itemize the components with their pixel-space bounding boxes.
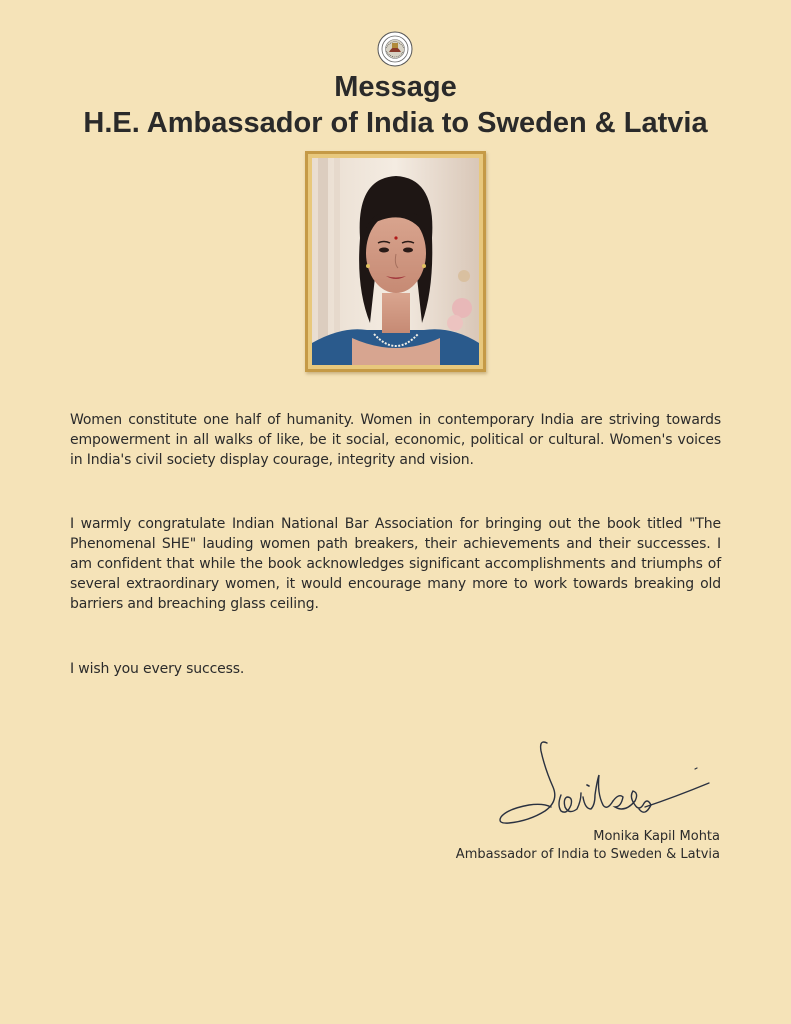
- page-title: Message: [334, 71, 457, 103]
- portrait-frame: [305, 151, 486, 372]
- page-subtitle: H.E. Ambassador of India to Sweden & Latvia: [83, 107, 708, 139]
- message-paragraph-1: Women constitute one half of humanity. Women in contemporary India are striving towards empowerment in all walks of like, be it social, economic, political or cultural. Women's voices in India's civil society display courage, integrity and vision.: [70, 412, 721, 468]
- message-paragraph-3: I wish you every success.: [70, 661, 245, 677]
- signer-name: Monika Kapil Mohta: [593, 829, 720, 844]
- signature-image: [495, 735, 715, 827]
- message-paragraph-2: I warmly congratulate Indian National Bar Association for bringing out the book titled "The Phenomenal SHE" lauding women path breakers, their achievements and their successes. I am confident that while the book acknowledges significant accomplishments and triumphs of several extraordinary women, it would encourage many more to work towards breaking old barriers and breaching glass ceiling.: [70, 516, 721, 612]
- portrait-photo: [312, 158, 479, 365]
- emblem-seal-icon: [377, 31, 413, 67]
- signer-title: Ambassador of India to Sweden & Latvia: [455, 847, 720, 862]
